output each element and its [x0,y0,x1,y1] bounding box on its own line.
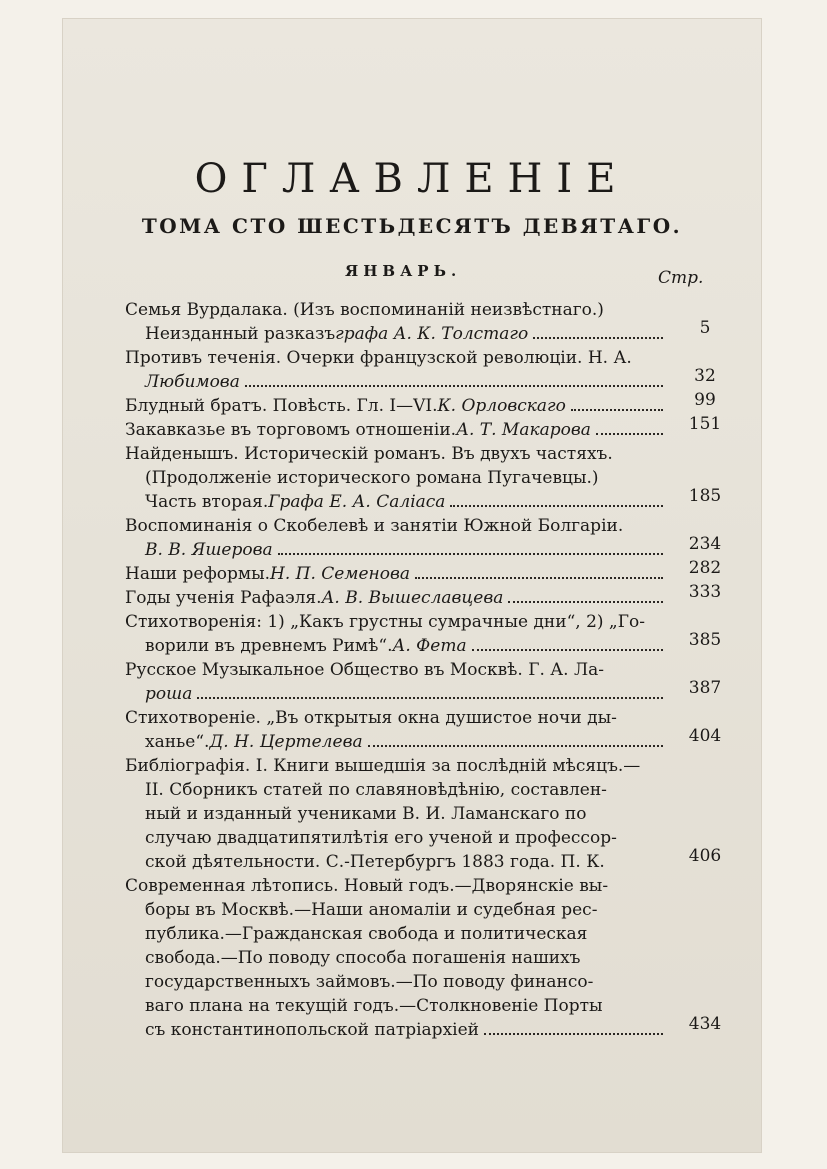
table-of-contents [125,298,722,1042]
entry-page-number: 404 [688,726,722,746]
entry-title: ской дѣятельности. С.-Петербургъ 1883 года. П. К. [145,852,605,872]
entry-line [125,538,665,562]
dot-leader [596,433,663,435]
toc-entry [125,610,722,658]
page-column-heading: Стр. [658,268,704,288]
entry-line [125,706,665,730]
entry-line [125,418,665,442]
section-heading-january: ЯНВАРЬ. [345,262,462,280]
entry-author: К. Орловскаго [437,396,566,416]
dot-leader [415,577,663,579]
entry-page-number: 99 [694,390,716,410]
entry-title: свобода.—По поводу способа погашенія нашихъ [145,948,581,968]
entry-title: Русское Музыкальное Общество въ Москвѣ. Г. А. Ла- [125,660,605,680]
dot-leader [571,409,663,411]
entry-author: В. В. Яшерова [145,540,273,560]
entry-title: случаю двадцатипятилѣтія его ученой и профессор- [145,828,617,848]
entry-page-number: 282 [688,558,722,578]
dot-leader [472,649,663,651]
entry-title: Годы ученія Рафаэля. [125,588,322,608]
entry-title: ворили въ древнемъ Римѣ“. [145,636,393,656]
page-subtitle: ТОМА СТО ШЕСТЬДЕСЯТЪ ДЕВЯТАГО. [141,214,683,238]
entry-line [125,970,665,994]
entry-line [125,610,665,634]
entry-line [125,562,665,586]
entry-title: Наши реформы. [125,564,271,584]
dot-leader [533,337,663,339]
entry-line [125,994,665,1018]
toc-entry [125,390,716,418]
entry-title: Противъ теченія. Очерки французской революціи. Н. А. [125,348,632,368]
entry-title: Закавказье въ торговомъ отношеніи. [125,420,457,440]
toc-entry [125,298,711,346]
entry-page-number: 333 [688,582,722,602]
toc-entry [125,346,716,394]
entry-page-number: 434 [688,1014,722,1034]
entry-author: Н. П. Семенова [270,564,410,584]
entry-title: (Продолженіе исторического романа Пугачевцы.) [145,468,599,488]
entry-page-number: 406 [688,846,722,866]
entry-author: А. В. Вышеславцева [321,588,504,608]
entry-line [125,922,665,946]
entry-title: боры въ Москвѣ.—Наши аномаліи и судебная рес- [145,900,598,920]
page-title: ОГЛАВЛЕНІЕ [194,156,630,202]
entry-title: Неизданный разказъ [145,324,336,344]
entry-page-number: 234 [688,534,722,554]
entry-title: съ константинопольской патріархіей [145,1020,479,1040]
entry-line [125,946,665,970]
entry-title: Блудный братъ. Повѣсть. Гл. I—VI. [125,396,438,416]
entry-line [125,394,665,418]
entry-title: публика.—Гражданская свобода и политическая [145,924,588,944]
entry-title: II. Сборникъ статей по славяновѣдѣнію, составлен- [145,780,607,800]
entry-line [125,658,665,682]
entry-line [125,442,665,466]
entry-title: ный и изданный учениками В. И. Ламанскаго по [145,804,587,824]
dot-leader [368,745,663,747]
toc-entry [125,658,722,706]
entry-line [125,514,665,538]
entry-line [125,1018,665,1042]
toc-entry [125,514,722,562]
entry-page-number: 5 [699,318,711,338]
entry-author: А. Т. Макарова [456,420,591,440]
entry-title: ханье“. [145,732,210,752]
dot-leader [197,697,663,699]
entry-author: роша [145,684,193,704]
toc-entry [125,582,722,610]
toc-entry [125,706,722,754]
entry-page-number: 151 [688,414,722,434]
entry-line [125,490,665,514]
entry-page-number: 385 [688,630,722,650]
entry-author: А. Фета [392,636,467,656]
entry-line [125,754,665,778]
entry-line [125,346,665,370]
entry-page-number: 387 [688,678,722,698]
entry-title: Воспоминанія о Скобелевѣ и занятіи Южной Болгаріи. [125,516,624,536]
toc-entry [125,558,722,586]
entry-title: Стихотвореніе. „Въ открытыя окна душистое ночи ды- [125,708,617,728]
entry-line [125,826,665,850]
entry-title: Часть вторая. [145,492,269,512]
entry-line [125,322,665,346]
toc-entry [125,874,722,1042]
dot-leader [484,1033,663,1035]
entry-author: Д. Н. Цертелева [209,732,363,752]
entry-author: Любимова [145,372,240,392]
entry-page-number: 185 [688,486,722,506]
dot-leader [450,505,663,507]
entry-line [125,370,665,394]
entry-line [125,802,665,826]
entry-title: Библіографія. I. Книги вышедшія за послѣдній мѣсяцъ.— [125,756,641,776]
dot-leader [508,601,663,603]
entry-title: ваго плана на текущій годъ.—Столкновеніе Порты [145,996,603,1016]
toc-entry [125,442,722,514]
entry-page-number: 32 [694,366,716,386]
entry-title: Найденышъ. Историческій романъ. Въ двухъ частяхъ. [125,444,613,464]
entry-title: государственныхъ займовъ.—По поводу финансо- [145,972,594,992]
entry-line [125,850,665,874]
toc-entry [125,414,722,442]
entry-line [125,778,665,802]
entry-line [125,586,665,610]
entry-line [125,634,665,658]
entry-line [125,898,665,922]
entry-line [125,466,665,490]
entry-title: Современная лѣтопись. Новый годъ.—Дворянскіе вы- [125,876,609,896]
entry-line [125,730,665,754]
entry-author: графа А. К. Толстаго [335,324,529,344]
entry-title: Семья Вурдалака. (Изъ воспоминаній неизвѣстнаго.) [125,300,604,320]
entry-line [125,682,665,706]
entry-title: Стихотворенія: 1) „Какъ грустны сумрачные дни“, 2) „Го- [125,612,645,632]
dot-leader [245,385,663,387]
toc-entry [125,754,722,874]
dot-leader [278,553,663,555]
entry-line [125,874,665,898]
entry-author: Графа Е. А. Саліаса [268,492,446,512]
entry-line [125,298,665,322]
